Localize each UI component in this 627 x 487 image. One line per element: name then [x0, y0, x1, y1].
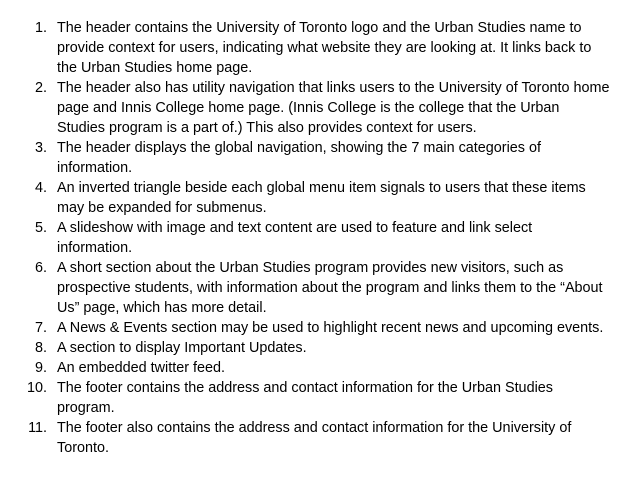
list-item-number: 9. — [34, 360, 47, 376]
list-item-number: 3. — [34, 140, 47, 156]
list-item — [0, 378, 627, 418]
list-item-number: 4. — [34, 180, 47, 196]
list-item-number: 1. — [34, 20, 47, 36]
list-item-text: A slideshow with image and text content are used to feature and link select information. — [57, 220, 533, 256]
list-item — [0, 218, 627, 258]
list-item — [0, 318, 627, 338]
list-item — [0, 138, 627, 178]
list-item — [0, 358, 627, 378]
list-item-text: A News & Events section may be used to highlight recent news and upcoming events. — [57, 320, 604, 336]
list-item-number: 7. — [34, 320, 47, 336]
list-item — [0, 18, 627, 78]
list-item-text: The footer also contains the address and contact information for the University of Toronto. — [57, 420, 572, 456]
list-item-text: A section to display Important Updates. — [57, 340, 307, 356]
list-item-number: 5. — [34, 220, 47, 236]
list-item-text: A short section about the Urban Studies program provides new visitors, such as prospective students, with information about the program and links them to the “About Us” page, which has more detail. — [57, 260, 603, 316]
list-item-text: The header displays the global navigation, showing the 7 main categories of information. — [57, 140, 541, 176]
list-item-number: 6. — [34, 260, 47, 276]
numbered-list — [0, 18, 627, 458]
list-item-number: 10. — [26, 380, 47, 396]
list-item-number: 8. — [34, 340, 47, 356]
list-item — [0, 78, 627, 138]
list-item — [0, 258, 627, 318]
list-item-text: An inverted triangle beside each global menu item signals to users that these items may be expanded for submenus. — [57, 180, 586, 216]
list-item — [0, 338, 627, 358]
list-item-text: The footer contains the address and contact information for the Urban Studies program. — [57, 380, 553, 416]
list-item-text: The header also has utility navigation that links users to the University of Toronto home page and Innis College home page. (Innis College is the college that the Urban Studies program is a part of.) This also provides context for users. — [57, 80, 610, 136]
list-item — [0, 178, 627, 218]
list-item-number: 2. — [34, 80, 47, 96]
list-item-text: An embedded twitter feed. — [57, 360, 225, 376]
list-item-text: The header contains the University of Toronto logo and the Urban Studies name to provide context for users, indicating what website they are looking at. It links back to the Urban Studies home page. — [57, 20, 592, 76]
list-item — [0, 418, 627, 458]
list-item-number: 11. — [28, 420, 47, 436]
